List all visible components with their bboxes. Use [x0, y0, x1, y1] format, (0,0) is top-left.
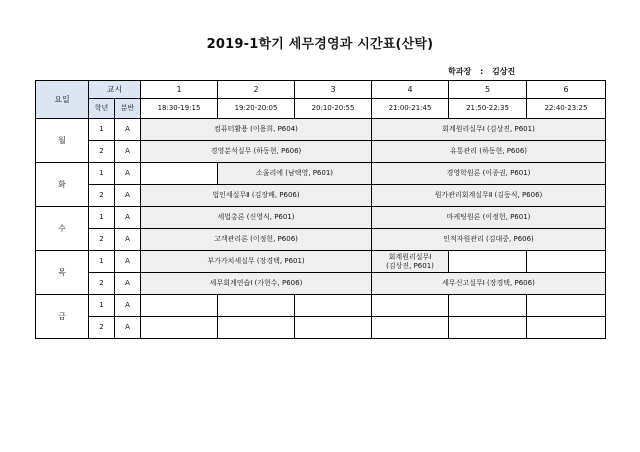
table-row	[36, 251, 606, 273]
course-cell: 세무회계연습Ⅰ (가현수, P606)	[141, 273, 372, 295]
course-cell: 경영분석실무 (하동현, P606)	[141, 141, 372, 163]
empty-cell	[449, 251, 527, 273]
time-3: 20:10-20:55	[295, 99, 372, 119]
timetable	[35, 80, 606, 339]
empty-cell	[141, 163, 218, 185]
section-cell: A	[115, 295, 141, 317]
section-cell: A	[115, 273, 141, 295]
period-1: 1	[141, 81, 218, 99]
empty-cell	[218, 295, 295, 317]
empty-cell	[527, 251, 606, 273]
dept-head-separator: :	[479, 67, 484, 76]
course-cell: 유통관리 (하동현, P606)	[372, 141, 606, 163]
course-cell: 세법총론 (신영식, P601)	[141, 207, 372, 229]
course-cell: 인적자원관리 (김대중, P606)	[372, 229, 606, 251]
course-cell: 세무신고실무Ⅰ (장경택, P606)	[372, 273, 606, 295]
header-row-periods	[36, 81, 606, 99]
table-row	[36, 141, 606, 163]
grade-cell: 1	[89, 163, 115, 185]
dept-head-label: 학과장	[448, 67, 472, 76]
course-cell: 법인세실무Ⅱ (김장배, P606)	[141, 185, 372, 207]
empty-cell	[372, 295, 449, 317]
grade-cell: 1	[89, 119, 115, 141]
day-header: 요일	[36, 81, 89, 119]
empty-cell	[295, 317, 372, 339]
empty-cell	[372, 317, 449, 339]
table-row	[36, 295, 606, 317]
grade-cell: 2	[89, 229, 115, 251]
empty-cell	[218, 317, 295, 339]
empty-cell	[295, 295, 372, 317]
period-header: 교시	[89, 81, 141, 99]
table-row	[36, 185, 606, 207]
grade-cell: 1	[89, 295, 115, 317]
table-row	[36, 229, 606, 251]
empty-cell	[449, 317, 527, 339]
time-6: 22:40-23:25	[527, 99, 606, 119]
period-4: 4	[372, 81, 449, 99]
period-5: 5	[449, 81, 527, 99]
course-cell: 고객관리론 (이정헌, P606)	[141, 229, 372, 251]
course-instructor: (김상진, P601)	[386, 261, 434, 270]
table-row	[36, 207, 606, 229]
time-5: 21:50-22:35	[449, 99, 527, 119]
dept-head-info	[448, 66, 521, 77]
day-fri: 금	[36, 295, 89, 339]
page-title: 2019-1학기 세무경영과 시간표(산탁)	[206, 37, 434, 52]
day-wed: 수	[36, 207, 89, 251]
grade-header: 학년	[89, 99, 115, 119]
empty-cell	[141, 295, 218, 317]
section-cell: A	[115, 141, 141, 163]
grade-cell: 1	[89, 251, 115, 273]
course-cell: 소울리에 (남택영, P601)	[218, 163, 372, 185]
day-tue: 화	[36, 163, 89, 207]
grade-cell: 2	[89, 317, 115, 339]
section-cell: A	[115, 251, 141, 273]
period-6: 6	[527, 81, 606, 99]
section-header: 분반	[115, 99, 141, 119]
empty-cell	[449, 295, 527, 317]
table-row	[36, 119, 606, 141]
section-cell: A	[115, 119, 141, 141]
table-row	[36, 273, 606, 295]
grade-cell: 1	[89, 207, 115, 229]
course-cell	[372, 251, 449, 273]
dept-head-name: 김상진	[491, 67, 516, 76]
period-2: 2	[218, 81, 295, 99]
empty-cell	[527, 317, 606, 339]
header-row-times	[36, 99, 606, 119]
day-mon: 월	[36, 119, 89, 163]
course-cell: 원가관리회계실무Ⅱ (김동식, P606)	[372, 185, 606, 207]
time-2: 19:20-20:05	[218, 99, 295, 119]
section-cell: A	[115, 207, 141, 229]
course-cell: 부가가치세실무 (장경택, P601)	[141, 251, 372, 273]
table-row	[36, 163, 606, 185]
period-3: 3	[295, 81, 372, 99]
table-row	[36, 317, 606, 339]
day-thu: 목	[36, 251, 89, 295]
empty-cell	[141, 317, 218, 339]
course-cell: 회계원리실무Ⅰ (김상진, P601)	[372, 119, 606, 141]
course-name: 회계원리실무Ⅰ	[388, 252, 432, 261]
course-cell: 경영학원론 (이종권, P601)	[372, 163, 606, 185]
empty-cell	[527, 295, 606, 317]
course-cell: 마케팅원론 (이정헌, P601)	[372, 207, 606, 229]
course-cell: 컴퓨터활용 (이용희, P604)	[141, 119, 372, 141]
time-4: 21:00-21:45	[372, 99, 449, 119]
section-cell: A	[115, 229, 141, 251]
grade-cell: 2	[89, 273, 115, 295]
section-cell: A	[115, 185, 141, 207]
time-1: 18:30-19:15	[141, 99, 218, 119]
grade-cell: 2	[89, 141, 115, 163]
section-cell: A	[115, 317, 141, 339]
grade-cell: 2	[89, 185, 115, 207]
section-cell: A	[115, 163, 141, 185]
